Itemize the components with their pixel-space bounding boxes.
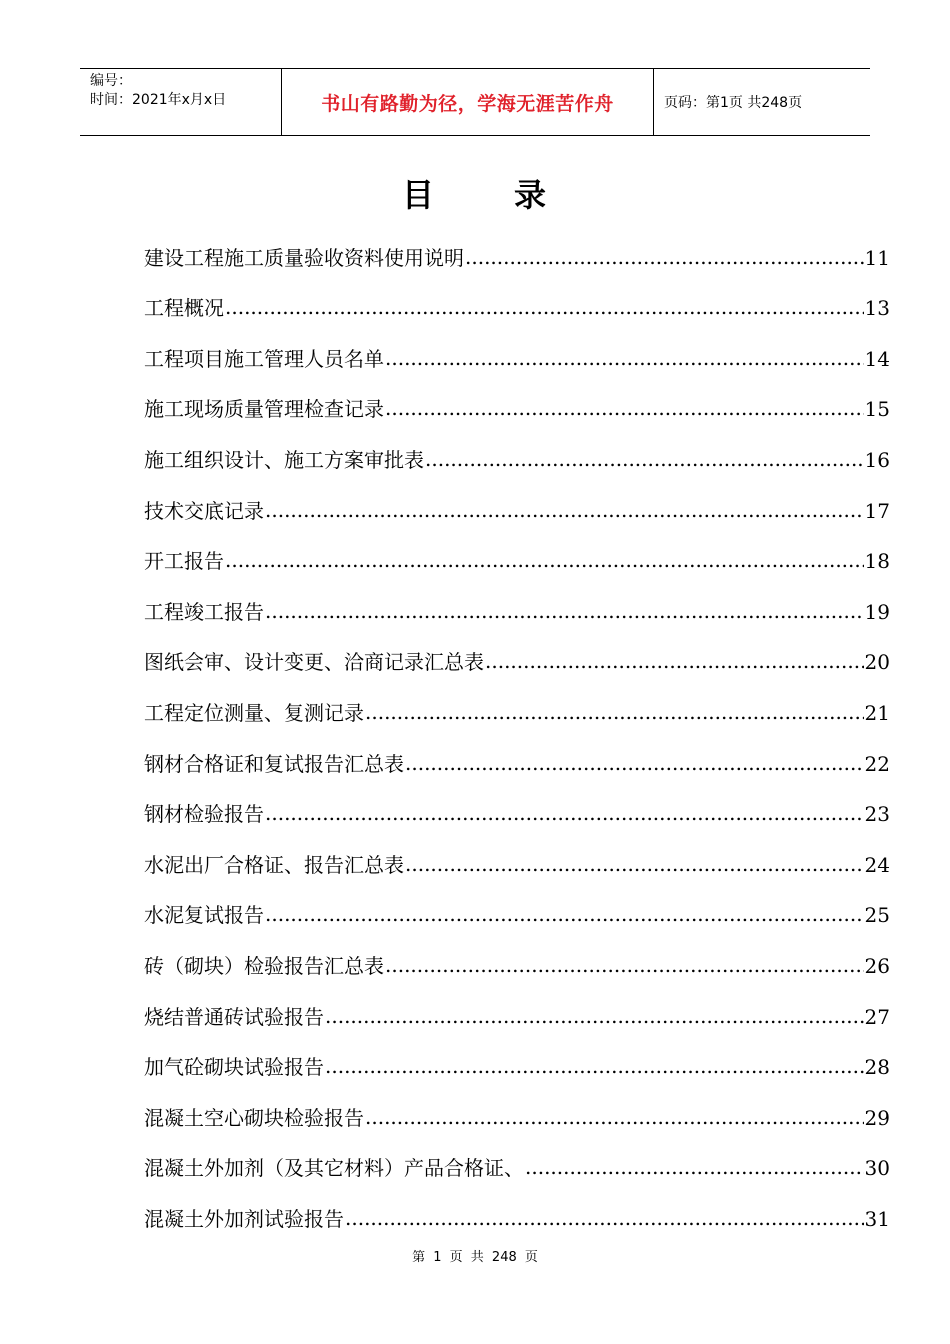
toc-entry-page: 25 bbox=[864, 903, 890, 928]
toc-leader-dots bbox=[365, 1102, 864, 1132]
toc-entry[interactable] bbox=[144, 728, 890, 779]
toc-leader-dots bbox=[405, 849, 864, 879]
toc-entry[interactable] bbox=[144, 779, 890, 830]
toc-entry-page: 26 bbox=[864, 953, 890, 978]
toc-entry-title: 水泥出厂合格证、报告汇总表 bbox=[144, 852, 404, 877]
toc-entry-page: 31 bbox=[864, 1206, 890, 1231]
toc-entry[interactable] bbox=[144, 475, 890, 526]
toc-leader-dots bbox=[385, 343, 864, 373]
toc-leader-dots bbox=[265, 899, 864, 929]
toc-entry-title: 加气砼砌块试验报告 bbox=[144, 1055, 324, 1080]
toc-entry-title: 施工现场质量管理检查记录 bbox=[144, 397, 384, 422]
toc-leader-dots bbox=[425, 444, 864, 474]
toc-entry-page: 21 bbox=[864, 700, 890, 725]
toc-entry-page: 22 bbox=[864, 751, 890, 776]
toc-entry-title: 建设工程施工质量验收资料使用说明 bbox=[144, 245, 464, 270]
toc-entry[interactable] bbox=[144, 526, 890, 577]
toc-entry[interactable] bbox=[144, 222, 890, 273]
toc-entry[interactable] bbox=[144, 273, 890, 324]
toc-leader-dots bbox=[385, 950, 864, 980]
toc-entry-title: 工程定位测量、复测记录 bbox=[144, 700, 364, 725]
toc-entry-page: 30 bbox=[864, 1156, 890, 1181]
toc-entry-title: 混凝土外加剂（及其它材料）产品合格证、 bbox=[144, 1156, 524, 1181]
toc-leader-dots bbox=[525, 1152, 864, 1182]
toc-leader-dots bbox=[485, 646, 864, 676]
toc-leader-dots bbox=[465, 242, 864, 272]
toc-entry-title: 混凝土空心砌块检验报告 bbox=[144, 1105, 364, 1130]
toc-entry-title: 钢材合格证和复试报告汇总表 bbox=[144, 751, 404, 776]
time-label: 时间：2021年x月x日 bbox=[90, 92, 227, 108]
toc-entry-title: 工程概况 bbox=[144, 296, 224, 321]
toc-entry-page: 28 bbox=[864, 1055, 890, 1080]
toc-leader-dots bbox=[265, 495, 864, 525]
number-label: 编号： bbox=[90, 73, 132, 89]
toc-leader-dots bbox=[365, 697, 864, 727]
toc-entry[interactable] bbox=[144, 677, 890, 728]
toc-entry-page: 24 bbox=[864, 852, 890, 877]
toc-entry-page: 16 bbox=[864, 447, 890, 472]
toc-entry-title: 工程竣工报告 bbox=[144, 599, 264, 624]
toc-title-left: 目 bbox=[401, 176, 436, 214]
toc-entry-page: 20 bbox=[864, 650, 890, 675]
toc-entry[interactable] bbox=[144, 981, 890, 1032]
toc-entry[interactable] bbox=[144, 1082, 890, 1133]
page-header bbox=[80, 68, 870, 136]
toc-leader-dots bbox=[225, 292, 864, 322]
toc-entry-page: 14 bbox=[864, 346, 890, 371]
toc-entry-title: 钢材检验报告 bbox=[144, 802, 264, 827]
toc-leader-dots bbox=[405, 748, 864, 778]
page-footer: 第 1 页 共 248 页 bbox=[412, 1250, 538, 1265]
toc-entry-page: 13 bbox=[864, 296, 890, 321]
toc-list bbox=[144, 222, 890, 1234]
toc-entry[interactable] bbox=[144, 576, 890, 627]
header-motto: 书山有路勤为径，学海无涯苦作舟 bbox=[282, 69, 654, 135]
toc-leader-dots bbox=[325, 1001, 864, 1031]
toc-entry[interactable] bbox=[144, 323, 890, 374]
toc-entry-title: 砖（砌块）检验报告汇总表 bbox=[144, 953, 384, 978]
toc-entry-title: 混凝土外加剂试验报告 bbox=[144, 1206, 344, 1231]
toc-entry-title: 图纸会审、设计变更、洽商记录汇总表 bbox=[144, 650, 484, 675]
toc-title-right: 录 bbox=[514, 176, 549, 214]
toc-entry-title: 开工报告 bbox=[144, 549, 224, 574]
toc-leader-dots bbox=[325, 1051, 864, 1081]
toc-entry[interactable] bbox=[144, 829, 890, 880]
toc-leader-dots bbox=[225, 545, 864, 575]
toc-entry[interactable] bbox=[144, 880, 890, 931]
toc-entry[interactable] bbox=[144, 627, 890, 678]
toc-entry-page: 19 bbox=[864, 599, 890, 624]
toc-entry[interactable] bbox=[144, 424, 890, 475]
toc-leader-dots bbox=[265, 798, 864, 828]
toc-leader-dots bbox=[345, 1203, 864, 1233]
toc-entry-title: 施工组织设计、施工方案审批表 bbox=[144, 447, 424, 472]
toc-entry-page: 11 bbox=[864, 245, 890, 270]
toc-entry[interactable] bbox=[144, 1032, 890, 1083]
toc-leader-dots bbox=[265, 596, 864, 626]
toc-entry[interactable] bbox=[144, 930, 890, 981]
toc-title bbox=[0, 170, 950, 216]
toc-entry[interactable] bbox=[144, 1183, 890, 1234]
toc-entry-page: 29 bbox=[864, 1105, 890, 1130]
toc-leader-dots bbox=[385, 393, 864, 423]
toc-entry-title: 技术交底记录 bbox=[144, 498, 264, 523]
toc-entry[interactable] bbox=[144, 374, 890, 425]
toc-entry-title: 工程项目施工管理人员名单 bbox=[144, 346, 384, 371]
toc-entry-page: 27 bbox=[864, 1004, 890, 1029]
toc-entry-page: 23 bbox=[864, 802, 890, 827]
toc-entry-page: 18 bbox=[864, 549, 890, 574]
toc-entry[interactable] bbox=[144, 1133, 890, 1184]
toc-entry-page: 15 bbox=[864, 397, 890, 422]
header-info-cell bbox=[80, 69, 282, 135]
toc-entry-title: 水泥复试报告 bbox=[144, 903, 264, 928]
toc-entry-title: 烧结普通砖试验报告 bbox=[144, 1004, 324, 1029]
header-page-info: 页码：第1页 共248页 bbox=[664, 95, 803, 111]
toc-entry-page: 17 bbox=[864, 498, 890, 523]
